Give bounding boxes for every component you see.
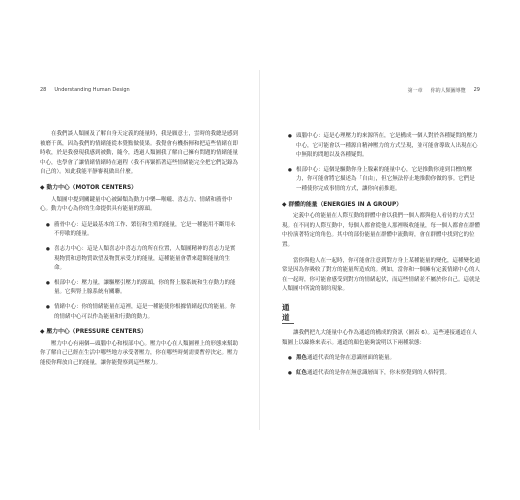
black-label: 黑色 [296,355,308,362]
list-item: ● 根部中心：壓力量，讓驅壓引壓力的源頭，你的腎上腺系統和生存動力的能量。它與腎上腺系統有關聯。 [54,279,238,298]
list-item: ● 根部中心：這個是驅動你身上腺素的能量中心，它是推動你達到目標的壓力，你可能會將它描述為「自由」，但它無法停止地推動你做的事。它們是一種使你完成事情的方式，讓你向前推進。 [296,166,480,195]
list-item: ● 黑色通道代表的是你在意識層面的能量。 [296,354,480,364]
intro-paragraph: 在我們談人類圖及了解自身天定義的能量時，我是願意士，雲時的我總是感到被磨千萬，因為我們的情緒能從本覺點做使果。我覺會有機指揮和把這些情緒在即時收，於是我發現我感到被動，隨今，透過人類圖我了解自己擁有問題的情緒能量中心，也學會了讓情緒情緒時在過程（我不再緊抓著這些情緒能完全把它們記錄為自己的）。知此我能平靜審視做出什麼。 [40,131,239,176]
motor-list [40,221,238,322]
list-item: ● 紅色通道代表的是你在無意識層面下，你未察覺到的人格特質。 [296,369,480,379]
group-paragraph-1: 定義中心的能量在人際互動的群體中會以我們一個人都與他人看待的方式呈現。在不同的人際互動中，每個人都會從他人那裡吸收能量，每一個人都會在群體中扮演著特定的角色。其中的部份能量在群體中流動時，會在群體中找到它的位置。 [282,213,481,248]
red-label: 紅色 [296,369,308,376]
left-running-head: Understanding Human Design [54,87,130,93]
group-energies-heading: ◆ 群體的能量（ENERGIES IN A GROUP） [282,201,403,208]
right-page-content [282,130,480,384]
chapter-label: 第一章 [407,88,423,94]
group-paragraph-2: 當你與他人在一起時，你可能會注意到對方身上某種能量的變化，這種變化通常是因為你吸收了對方的能量所造成的。例如，當你和一個擁有定義情緒中心的人在一起時，你可能會感受到對方的情緒起伏，而這些情緒並不屬於你自己。這就是人類圖中所說的制約現象。 [282,257,481,293]
list-item: ● 情緒中心：你的情緒能量在這裡，這是一種能使你根據情緒起伏的能量。你的情緒中心可以作為能量和行動的動力。 [54,303,238,322]
right-page [260,0,520,500]
motor-intro: 人類圖中提到關鍵量中心被歸類為動力中樂—喉嚨、喜志力、情緒和薦骨中心。動力中心為你的生命提供具有能量的源頭。 [40,196,233,213]
right-page-number: 29 [473,87,480,93]
list-item: ● 薦骨中心：這是最基本的工作、繁衍和生殖的能量，它是一種能用不斷用永不停歇的能量。 [54,221,238,240]
pressure-centers-heading: ◆ 壓力中心（PRESSURE CENTERS） [40,329,147,336]
pressure-intro: 壓力中心有兩個—頭腦中心和根部中心。壓力中心在人類圖裡上的形態來幫助你了解自己已經在生活中哪些地方承受著壓力，你在哪些時刻需要暫停決定。壓力能使你釋放自己的能量，讓你能覺察到這些壓力。 [40,340,239,366]
channels-heading: 通道 [282,303,294,324]
left-page-content [40,130,238,374]
list-item: ● 喜志力中心：這是人類喜志中喜志力的所在位置，人類圖精神的喜志力是實現物質和意物質欲望及物質承受力的能量，這種能量會帶來超額能量的生命。 [54,245,238,274]
left-running-header [40,87,130,93]
right-running-header [408,87,480,94]
left-page-number: 28 [40,87,47,93]
channels-list [282,354,480,378]
list-item: ● 頭腦中心：這是心理壓力的來源所在，它是構成一個人對於各種疑問的壓力中心，它可能會以一種源自精神壓力的方式呈現，並可能會導致人出現在心中無限的問題以及各種疑問。 [296,132,480,161]
motor-centers-heading: ◆ 動力中心（MOTOR CENTERS） [40,184,137,191]
pressure-list [282,132,480,195]
channels-intro: 讓我們把九大能量中心作為通道的構成的資訊（圖表 6）。這些連接通道在人類圖上以線條來表示。通道的顏色能夠說明以下兩種狀態： [282,330,478,346]
chapter-title: 你的人類圖導覽 [430,88,466,94]
